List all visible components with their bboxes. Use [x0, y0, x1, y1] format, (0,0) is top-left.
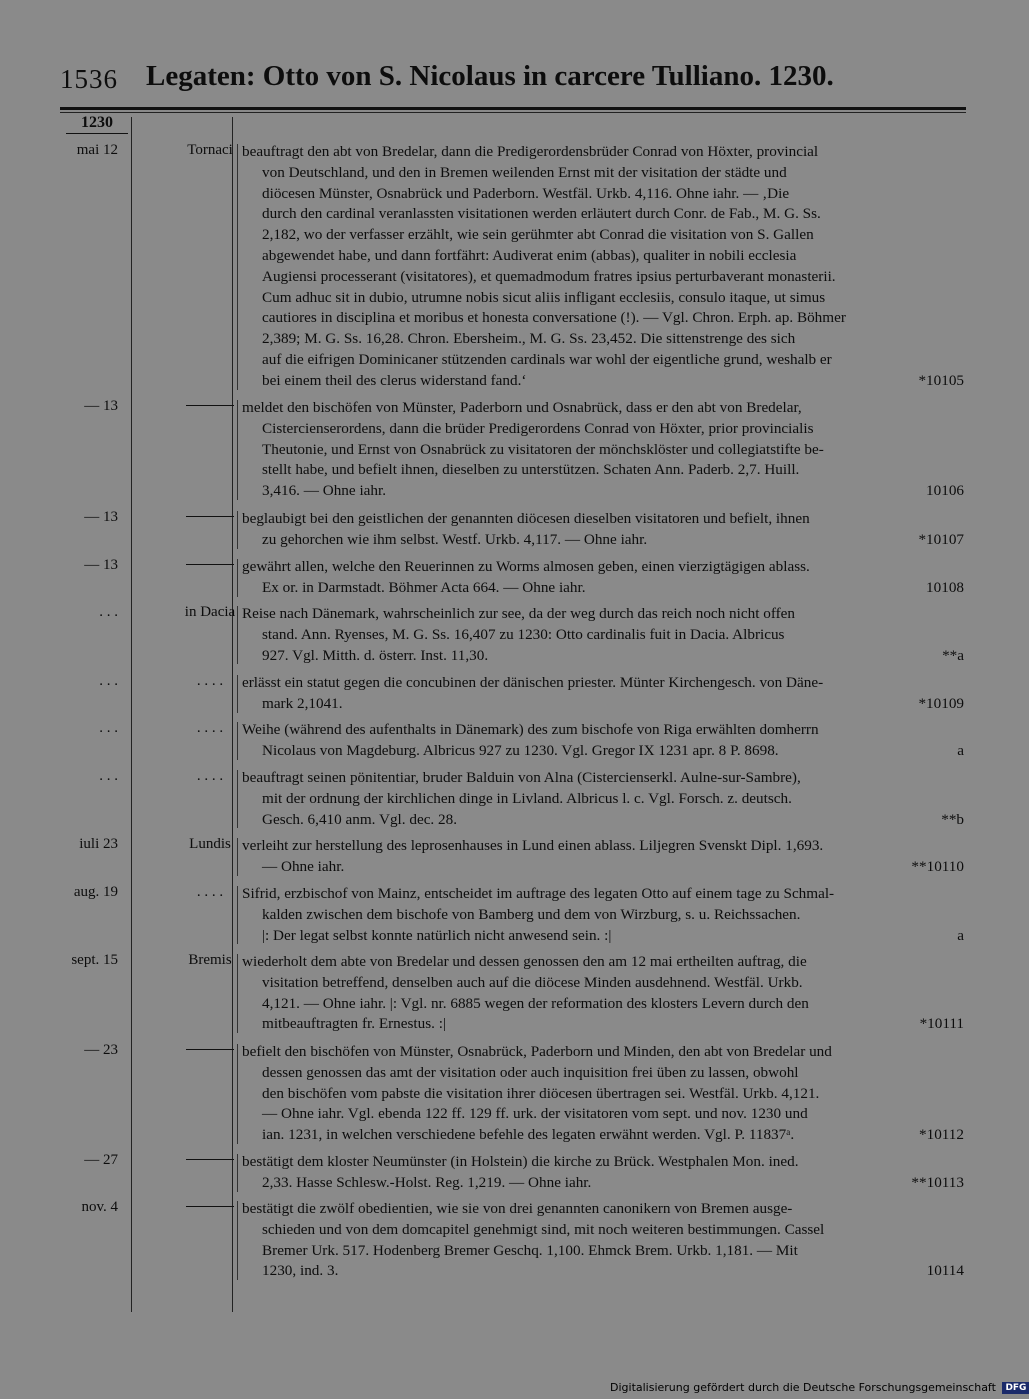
entry-line: — Ohne iahr. Vgl. ebenda 122 ff. 129 ff. urk. der visitatoren vom sept. und nov. 1230 und [262, 1105, 808, 1123]
entry-number: 10106 [926, 482, 964, 500]
entry-text [242, 884, 964, 946]
entry-number: *10111 [919, 1015, 964, 1033]
entry-text [242, 1199, 964, 1282]
entry-date: iuli 23 [79, 836, 118, 852]
entry-text [242, 1152, 964, 1194]
entry-text [242, 557, 964, 599]
entry-text [242, 509, 964, 551]
entry-last-text: zu gehorchen wie ihm selbst. Westf. Urkb. 4,117. — Ohne iahr. [262, 530, 648, 548]
year-label: 1230 [81, 114, 113, 131]
entry-last-line [242, 1125, 964, 1146]
entry-last-text: |: Der legat selbst konnte natürlich nicht anwesend sein. :| [262, 926, 612, 944]
entry-line: meldet den bischöfen von Münster, Paderborn und Osnabrück, dass er den abt von Bredelar, [242, 399, 802, 416]
page-header [60, 60, 970, 100]
entry-line: Augiensi processerant (visitatores), et quemadmodum fratres ipsius perturbaverant monasterii. [262, 267, 836, 285]
entry-line: cautiores in disciplina et moribus et honesta conversatione (!). — Vgl. Chron. Erph. ap. Böhmer [262, 309, 846, 327]
entry-line: diöcesen Münster, Osnabrück und Paderborn. Westfäl. Urkb. 4,116. Ohne iahr. — ‚Die [262, 184, 790, 202]
entry-last-line [242, 1173, 964, 1194]
entry-line: Reise nach Dänemark, wahrscheinlich zur see, da der weg durch das reich noch nicht offen [242, 605, 795, 622]
entry-last-line [242, 371, 964, 392]
entry-last-line [242, 926, 964, 947]
entry-line: von Deutschland, und den in Bremen weilenden Ernst mit der visitation der städte und [262, 163, 787, 181]
entry-date: — 13 [84, 509, 118, 525]
entry-line: auf die eifrigen Dominicaner stützenden cardinals war wohl der eigentliche grund, weshalb er [262, 350, 832, 368]
entry-text [242, 398, 964, 502]
entry-number: *10112 [919, 1126, 964, 1144]
entry-line: 2,182, wo der verfasser erzählt, wie sein gerühmter abt Conrad die visitation von S. Gallen [262, 226, 814, 244]
entry-last-line [242, 578, 964, 599]
entry-last-line [242, 741, 964, 762]
entry-last-text: Gesch. 6,410 anm. Vgl. dec. 28. [262, 810, 458, 828]
entry-text [242, 720, 964, 762]
entry-line: dessen genossen das amt der visitation oder auch inquisition frei üben zu lassen, obwohl [262, 1063, 799, 1081]
entry-last-line [242, 857, 964, 878]
entry-number: *10109 [918, 694, 964, 712]
entry-line: mit der ordnung der kirchlichen dinge in Livland. Albricus l. c. Vgl. Forsch. z. deutsch. [262, 789, 792, 807]
entry-last-text: 2,33. Hasse Schlesw.-Holst. Reg. 1,219. — Ohne iahr. [262, 1173, 592, 1191]
entry-text [242, 142, 964, 392]
page-title: Legaten: Otto von S. Nicolaus in carcere Tulliano. 1230. [146, 60, 834, 92]
entry-text [242, 1042, 964, 1146]
entry-line: schieden und von dem domcapitel genehmigt sind, mit noch weiteren bestimmungen. Cassel [262, 1220, 825, 1238]
entry-line: Bremer Urk. 517. Hodenberg Bremer Geschq. 1,100. Ehmck Brem. Urkb. 1,181. — Mit [262, 1241, 798, 1259]
entry-last-line [242, 530, 964, 551]
dfg-logo: DFG [1002, 1382, 1029, 1394]
entry-last-text: bei einem theil des clerus widerstand fand.‘ [262, 371, 527, 389]
entry-text [242, 604, 964, 666]
entry-date: mai 12 [76, 142, 118, 158]
entry-last-text: Ex or. in Darmstadt. Böhmer Acta 664. — Ohne iahr. [262, 578, 586, 596]
entry-last-line [242, 694, 964, 715]
entry-number: **b [941, 810, 964, 828]
ditto-dash [186, 405, 234, 406]
entry-date: . . . [99, 673, 118, 689]
entry-date: . . . [99, 768, 118, 784]
entry-place: Bremis [188, 952, 232, 968]
entry-last-text: ian. 1231, in welchen verschiedene befehle des legaten erwähnt werden. Vgl. P. 11837ᵃ. [262, 1126, 795, 1144]
entry-line: Theutonie, und Ernst von Osnabrück zu visitatoren der mönchsklöster und collegiatstifte be- [262, 440, 824, 458]
footer-text: Digitalisierung gefördert durch die Deutsche Forschungsgemeinschaft [610, 1381, 996, 1394]
entry-line: gewährt allen, welche den Reuerinnen zu Worms almosen geben, einen vierzigtägigen ablass. [242, 558, 810, 575]
entry-line: bestätigt dem kloster Neumünster (in Holstein) die kirche zu Brück. Westphalen Mon. ined. [242, 1153, 799, 1170]
entry-number: 10114 [926, 1262, 964, 1280]
ditto-dash [186, 516, 234, 517]
entry-date: . . . [99, 720, 118, 736]
entry-date: — 13 [84, 557, 118, 573]
entry-date: aug. 19 [73, 884, 118, 900]
entry-number: *10107 [918, 530, 964, 548]
entry-line: abgewendet habe, und dann fortfährt: Audiverat enim (abbas), qualiter in nobili ecclesia [262, 246, 797, 264]
entry-number: *10105 [918, 371, 964, 389]
entry-place: Tornaci [187, 142, 233, 158]
entry-last-text: 1230, ind. 3. [262, 1262, 339, 1280]
entry-line: stellt habe, und befielt ihnen, dieselben zu unterstützen. Schaten Ann. Paderb. 2,7. Huill. [262, 461, 800, 479]
entry-place: . . . . [196, 884, 224, 900]
entry-line: Sifrid, erzbischof von Mainz, entscheidet im auftrage des legaten Otto auf einem tage zu Schmal- [242, 885, 835, 902]
entry-line: kalden zwischen dem bischofe von Bamberg und dem von Wirzburg, s. u. Reichssachen. [262, 905, 801, 923]
footer [610, 1381, 1029, 1394]
entry-place: . . . . [196, 768, 224, 784]
entry-line: beauftragt den abt von Bredelar, dann die Predigerordensbrüder Conrad von Höxter, provincial [242, 143, 819, 160]
entry-line: stand. Ann. Ryenses, M. G. Ss. 16,407 zu 1230: Otto cardinalis fuit in Dacia. Albricus [262, 625, 785, 643]
entry-last-text: mark 2,1041. [262, 694, 343, 712]
entry-margin-bar [237, 144, 238, 390]
entry-line: wiederholt dem abte von Bredelar und dessen genossen den am 12 mai ertheilten auftrag, die [242, 953, 807, 970]
entry-date: nov. 4 [81, 1199, 118, 1215]
column-divider-date [131, 117, 132, 1312]
entry-last-line [242, 1014, 964, 1035]
entry-line: den bischöfen vom pabste die visitation ihrer diöcesen übertragen sei. Westfäl. Urkb. 4,121. [262, 1084, 820, 1102]
entry-line: durch den cardinal veranlassten visitationen werden erläutert durch Conr. de Fab., M. G. Ss. [262, 205, 821, 223]
entry-text [242, 836, 964, 878]
entry-date: . . . [99, 604, 118, 620]
entry-line: 4,121. — Ohne iahr. |: Vgl. nr. 6885 wegen der reformation des klosters Levern durch den [262, 994, 809, 1012]
header-rule [60, 107, 966, 110]
entry-number: a [957, 741, 964, 759]
entry-text [242, 952, 964, 1035]
entry-last-text: 3,416. — Ohne iahr. [262, 482, 387, 500]
entry-line: beauftragt seinen pönitentiar, bruder Balduin von Alna (Cistercienserkl. Aulne-sur-Sambre), [242, 769, 801, 786]
entry-number: **10110 [911, 857, 964, 875]
entry-date: sept. 15 [71, 952, 118, 968]
entry-place: . . . . [196, 673, 224, 689]
entry-number: **10113 [911, 1173, 964, 1191]
entry-margin-bar [237, 400, 238, 500]
entry-last-text: Nicolaus von Magdeburg. Albricus 927 zu 1230. Vgl. Gregor IX 1231 apr. 8 P. 8698. [262, 741, 779, 759]
header-rule-thin [60, 112, 966, 113]
entry-date: — 13 [84, 398, 118, 414]
entry-line: 2,389; M. G. Ss. 16,28. Chron. Ebersheim., M. G. Ss. 23,452. Die sittenstrenge des sich [262, 330, 796, 348]
entry-line: Cistercienserordens, dann die brüder Predigerordens Conrad von Höxter, prior provincialis [262, 419, 814, 437]
entry-last-line [242, 646, 964, 667]
entry-date: — 23 [84, 1042, 118, 1058]
entry-last-text: mitbeauftragten fr. Ernestus. :| [262, 1015, 446, 1033]
entry-date: — 27 [84, 1152, 118, 1168]
entry-line: Cum adhuc sit in dubio, utrumne nobis sicut aliis infligant ecclesiis, consulo itaque, ut simus [262, 288, 826, 306]
ditto-dash [186, 1206, 234, 1207]
ditto-dash [186, 1159, 234, 1160]
entry-number: a [957, 926, 964, 944]
entry-line: befielt den bischöfen von Münster, Osnabrück, Paderborn und Minden, den abt von Bredelar und [242, 1043, 832, 1060]
entry-number: 10108 [926, 578, 964, 596]
entry-text [242, 768, 964, 830]
entry-line: verleiht zur herstellung des leprosenhauses in Lund einen ablass. Liljegren Svenskt Dipl. 1,693. [242, 837, 824, 854]
entry-place: Lundis [189, 836, 231, 852]
entry-last-line [242, 1261, 964, 1282]
ditto-dash [186, 1049, 234, 1050]
entry-line: visitation betreffend, denselben auch auf die diöcese Minden ausdehnend. Westfäl. Urkb. [262, 973, 803, 991]
entry-margin-bar [237, 1044, 238, 1144]
ditto-dash [186, 564, 234, 565]
year-underline [66, 133, 128, 134]
page-number: 1536 [60, 64, 118, 94]
entry-line: Weihe (während des aufenthalts in Dänemark) des zum bischofe von Riga erwählten domherrn [242, 721, 819, 738]
entry-line: bestätigt die zwölf obedientien, wie sie von drei genannten canonikern von Bremen ausge- [242, 1200, 793, 1217]
entry-line: beglaubigt bei den geistlichen der genannten diöcesen dieselben visitatoren und befielt, ihnen [242, 510, 810, 527]
entry-text [242, 673, 964, 715]
entry-place: . . . . [196, 720, 224, 736]
entry-last-line [242, 810, 964, 831]
column-divider-place [232, 117, 233, 1312]
entry-number: **a [942, 646, 964, 664]
entry-last-text: — Ohne iahr. [262, 857, 345, 875]
entry-place: in Dacia [184, 604, 236, 620]
entry-line: erlässt ein statut gegen die concubinen der dänischen priester. Münter Kirchengesch. von Däne- [242, 674, 824, 691]
entry-last-text: 927. Vgl. Mitth. d. österr. Inst. 11,30. [262, 646, 489, 664]
entry-last-line [242, 481, 964, 502]
